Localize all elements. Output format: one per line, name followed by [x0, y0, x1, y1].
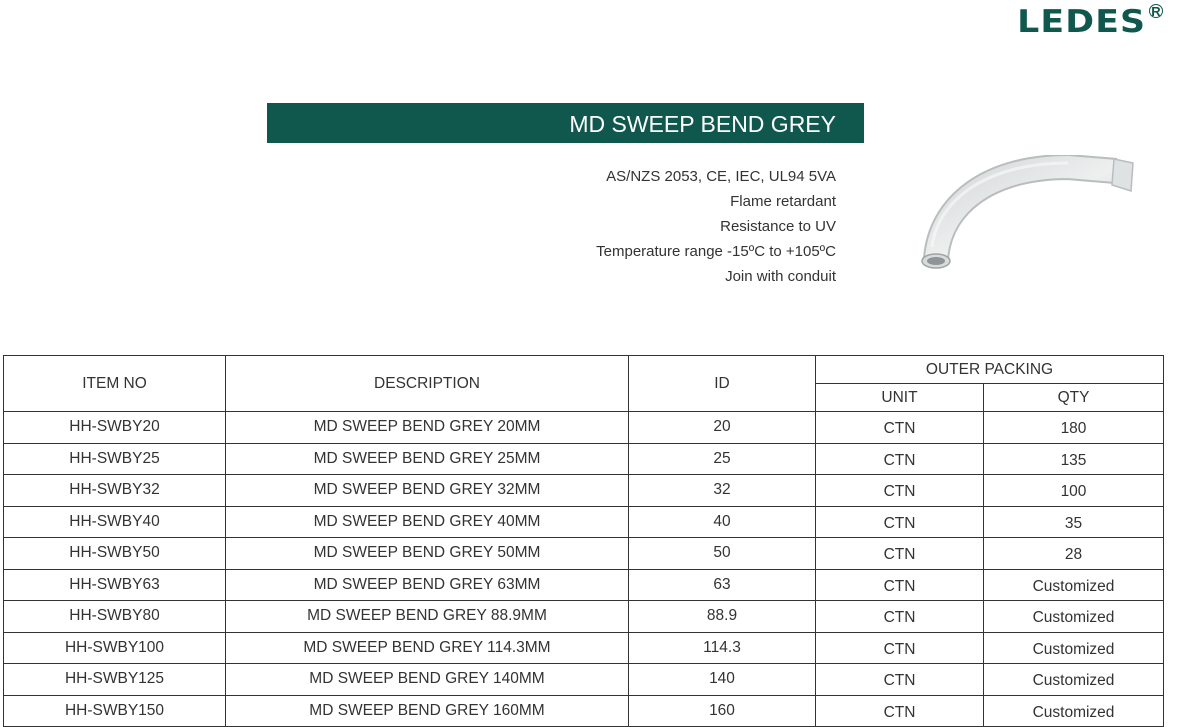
header-unit: UNIT	[816, 384, 984, 412]
cell-qty: 180	[984, 412, 1164, 444]
cell-item-no: HH-SWBY50	[4, 538, 226, 570]
cell-unit: CTN	[816, 506, 984, 538]
cell-id: 114.3	[629, 632, 816, 664]
cell-description: MD SWEEP BEND GREY 50MM	[226, 538, 629, 570]
cell-item-no: HH-SWBY80	[4, 601, 226, 633]
cell-id: 40	[629, 506, 816, 538]
cell-qty: Customized	[984, 569, 1164, 601]
feature-uv-resistance: Resistance to UV	[720, 218, 836, 235]
cell-item-no: HH-SWBY63	[4, 569, 226, 601]
cell-id: 160	[629, 695, 816, 727]
cell-unit: CTN	[816, 475, 984, 507]
cell-qty: 100	[984, 475, 1164, 507]
cell-id: 140	[629, 664, 816, 696]
header-item-no: ITEM NO	[4, 356, 226, 412]
brand-logo	[1017, 2, 1163, 42]
table-row	[4, 601, 1164, 633]
cell-qty: Customized	[984, 601, 1164, 633]
cell-description: MD SWEEP BEND GREY 40MM	[226, 506, 629, 538]
cell-item-no: HH-SWBY32	[4, 475, 226, 507]
header-outer-packing: OUTER PACKING	[816, 356, 1164, 384]
cell-id: 25	[629, 443, 816, 475]
cell-id: 20	[629, 412, 816, 444]
logo-text: LEDES	[1017, 4, 1146, 40]
cell-unit: CTN	[816, 695, 984, 727]
cell-id: 32	[629, 475, 816, 507]
cell-description: MD SWEEP BEND GREY 140MM	[226, 664, 629, 696]
cell-item-no: HH-SWBY20	[4, 412, 226, 444]
spec-table	[3, 355, 1164, 727]
cell-qty: Customized	[984, 664, 1164, 696]
cell-description: MD SWEEP BEND GREY 63MM	[226, 569, 629, 601]
header-description: DESCRIPTION	[226, 356, 629, 412]
feature-standards: AS/NZS 2053, CE, IEC, UL94 5VA	[606, 168, 836, 185]
cell-qty: 135	[984, 443, 1164, 475]
cell-description: MD SWEEP BEND GREY 25MM	[226, 443, 629, 475]
cell-unit: CTN	[816, 538, 984, 570]
table-row	[4, 506, 1164, 538]
header-id: ID	[629, 356, 816, 412]
cell-item-no: HH-SWBY150	[4, 695, 226, 727]
cell-unit: CTN	[816, 632, 984, 664]
table-row	[4, 664, 1164, 696]
page-title: MD SWEEP BEND GREY	[267, 103, 864, 143]
feature-list	[596, 164, 836, 289]
cell-unit: CTN	[816, 569, 984, 601]
cell-unit: CTN	[816, 664, 984, 696]
cell-description: MD SWEEP BEND GREY 114.3MM	[226, 632, 629, 664]
cell-description: MD SWEEP BEND GREY 88.9MM	[226, 601, 629, 633]
table-row	[4, 443, 1164, 475]
cell-item-no: HH-SWBY25	[4, 443, 226, 475]
cell-item-no: HH-SWBY125	[4, 664, 226, 696]
registered-mark-icon: R	[1149, 4, 1163, 18]
cell-unit: CTN	[816, 601, 984, 633]
cell-id: 50	[629, 538, 816, 570]
table-row	[4, 695, 1164, 727]
table-row	[4, 632, 1164, 664]
cell-item-no: HH-SWBY100	[4, 632, 226, 664]
cell-id: 88.9	[629, 601, 816, 633]
cell-description: MD SWEEP BEND GREY 32MM	[226, 475, 629, 507]
header-qty: QTY	[984, 384, 1164, 412]
cell-qty: 28	[984, 538, 1164, 570]
feature-flame-retardant: Flame retardant	[730, 193, 836, 210]
grey-sweep-bend-pipe-icon	[918, 155, 1140, 275]
cell-qty: Customized	[984, 632, 1164, 664]
table-row	[4, 569, 1164, 601]
cell-unit: CTN	[816, 443, 984, 475]
feature-join-with-conduit: Join with conduit	[725, 268, 836, 285]
cell-unit: CTN	[816, 412, 984, 444]
cell-description: MD SWEEP BEND GREY 160MM	[226, 695, 629, 727]
feature-temperature-range: Temperature range -15ºC to +105ºC	[596, 243, 836, 260]
cell-id: 63	[629, 569, 816, 601]
cell-description: MD SWEEP BEND GREY 20MM	[226, 412, 629, 444]
table-row	[4, 475, 1164, 507]
table-row	[4, 538, 1164, 570]
table-row	[4, 412, 1164, 444]
cell-qty: Customized	[984, 695, 1164, 727]
cell-qty: 35	[984, 506, 1164, 538]
cell-item-no: HH-SWBY40	[4, 506, 226, 538]
